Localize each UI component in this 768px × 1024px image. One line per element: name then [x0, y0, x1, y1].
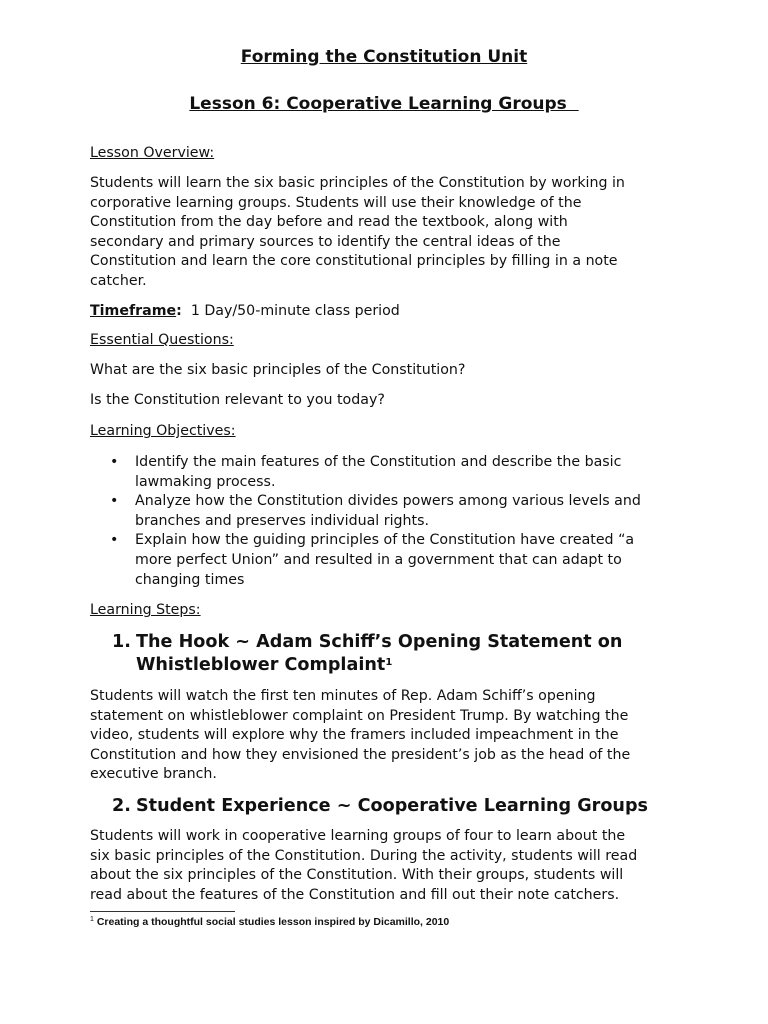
footnote-marker: 1 [90, 916, 94, 923]
essential-questions-heading-text: Essential Questions: [90, 332, 234, 348]
step-1-line: statement on whistleblower complaint on President Trump. By watching the [90, 707, 629, 724]
step-2-line: read about the features of the Constitution and fill out their note catchers. [90, 886, 620, 903]
footnote-divider [90, 911, 235, 912]
essential-questions-heading [90, 331, 680, 351]
step-1-title [112, 631, 682, 677]
overview-heading [90, 144, 680, 164]
objective-line: lawmaking process. [135, 473, 276, 490]
overview-heading-text: Lesson Overview: [90, 145, 215, 161]
timeframe-row [90, 302, 680, 322]
objective-line: Identify the main features of the Constitution and describe the basic [135, 454, 622, 470]
footnote [90, 915, 449, 929]
objective-line: Explain how the guiding principles of the Constitution have created “a [135, 532, 635, 549]
timeframe-value: 1 Day/50-minute class period [181, 303, 400, 319]
overview-paragraph [90, 174, 680, 292]
footnote-reference[interactable]: 1 [385, 657, 393, 668]
overview-line: catcher. [90, 272, 147, 289]
essential-question: What are the six basic principles of the Constitution? [90, 362, 466, 378]
objective-line: more perfect Union” and resulted in a government that can adapt to [135, 551, 622, 568]
overview-line: secondary and primary sources to identify the central ideas of the [90, 233, 561, 250]
objectives-heading-text: Learning Objectives: [90, 423, 236, 439]
step-number: 1. [112, 632, 131, 652]
overview-line: Constitution and learn the core constitutional principles by filling in a note [90, 253, 618, 270]
footnote-text: Creating a thoughtful social studies lesson inspired by Dicamillo, 2010 [93, 916, 450, 928]
step-2-line: six basic principles of the Constitution. During the activity, students will read [90, 847, 638, 864]
overview-line: corporative learning groups. Students will use their knowledge of the [90, 194, 582, 211]
essential-question: Is the Constitution relevant to you today? [90, 392, 385, 408]
overview-line: Students will learn the six basic principles of the Constitution by working in [90, 175, 625, 191]
step-2-line: Students will work in cooperative learning groups of four to learn about the [90, 828, 626, 844]
objective-line: branches and preserves individual rights. [135, 512, 429, 529]
step-1-line: executive branch. [90, 766, 217, 783]
step-1-title-line-2 [112, 654, 682, 677]
objectives-heading [90, 422, 680, 442]
learning-steps-heading [90, 601, 680, 621]
objective-line: Analyze how the Constitution divides powers among various levels and [135, 493, 641, 510]
step-1-title-line: The Hook ~ Adam Schiff’s Opening Statement on [136, 632, 623, 652]
objective-item [90, 531, 680, 590]
objective-item [90, 492, 680, 531]
bullet-icon: • [110, 493, 119, 510]
step-1-title-text: Whistleblower Complaint [136, 655, 386, 675]
objective-item [90, 453, 680, 492]
learning-steps-heading-text: Learning Steps: [90, 602, 201, 618]
timeframe-label: Timeframe [90, 303, 177, 319]
step-2-title-text: Student Experience ~ Cooperative Learning Groups [136, 796, 649, 816]
objectives-list [90, 453, 680, 590]
bullet-icon: • [110, 454, 119, 470]
lesson-title: Lesson 6: Cooperative Learning Groups [189, 94, 579, 114]
step-number: 2. [112, 796, 131, 816]
step-2-body [90, 827, 680, 905]
step-1-line: Constitution and how they envisioned the president’s job as the head of the [90, 746, 631, 763]
step-1-body [90, 687, 680, 785]
step-1-line: video, students will explore why the framers included impeachment in the [90, 727, 619, 744]
objective-line: changing times [135, 571, 245, 588]
step-2-title [112, 795, 682, 818]
unit-title: Forming the Constitution Unit [240, 47, 528, 67]
step-2-line: about the six principles of the Constitution. With their groups, students will [90, 867, 624, 884]
bullet-icon: • [110, 532, 119, 549]
step-1-line: Students will watch the first ten minutes of Rep. Adam Schiff’s opening [90, 688, 596, 704]
overview-line: Constitution from the day before and read the textbook, along with [90, 214, 568, 231]
timeframe-colon: : [176, 303, 182, 319]
